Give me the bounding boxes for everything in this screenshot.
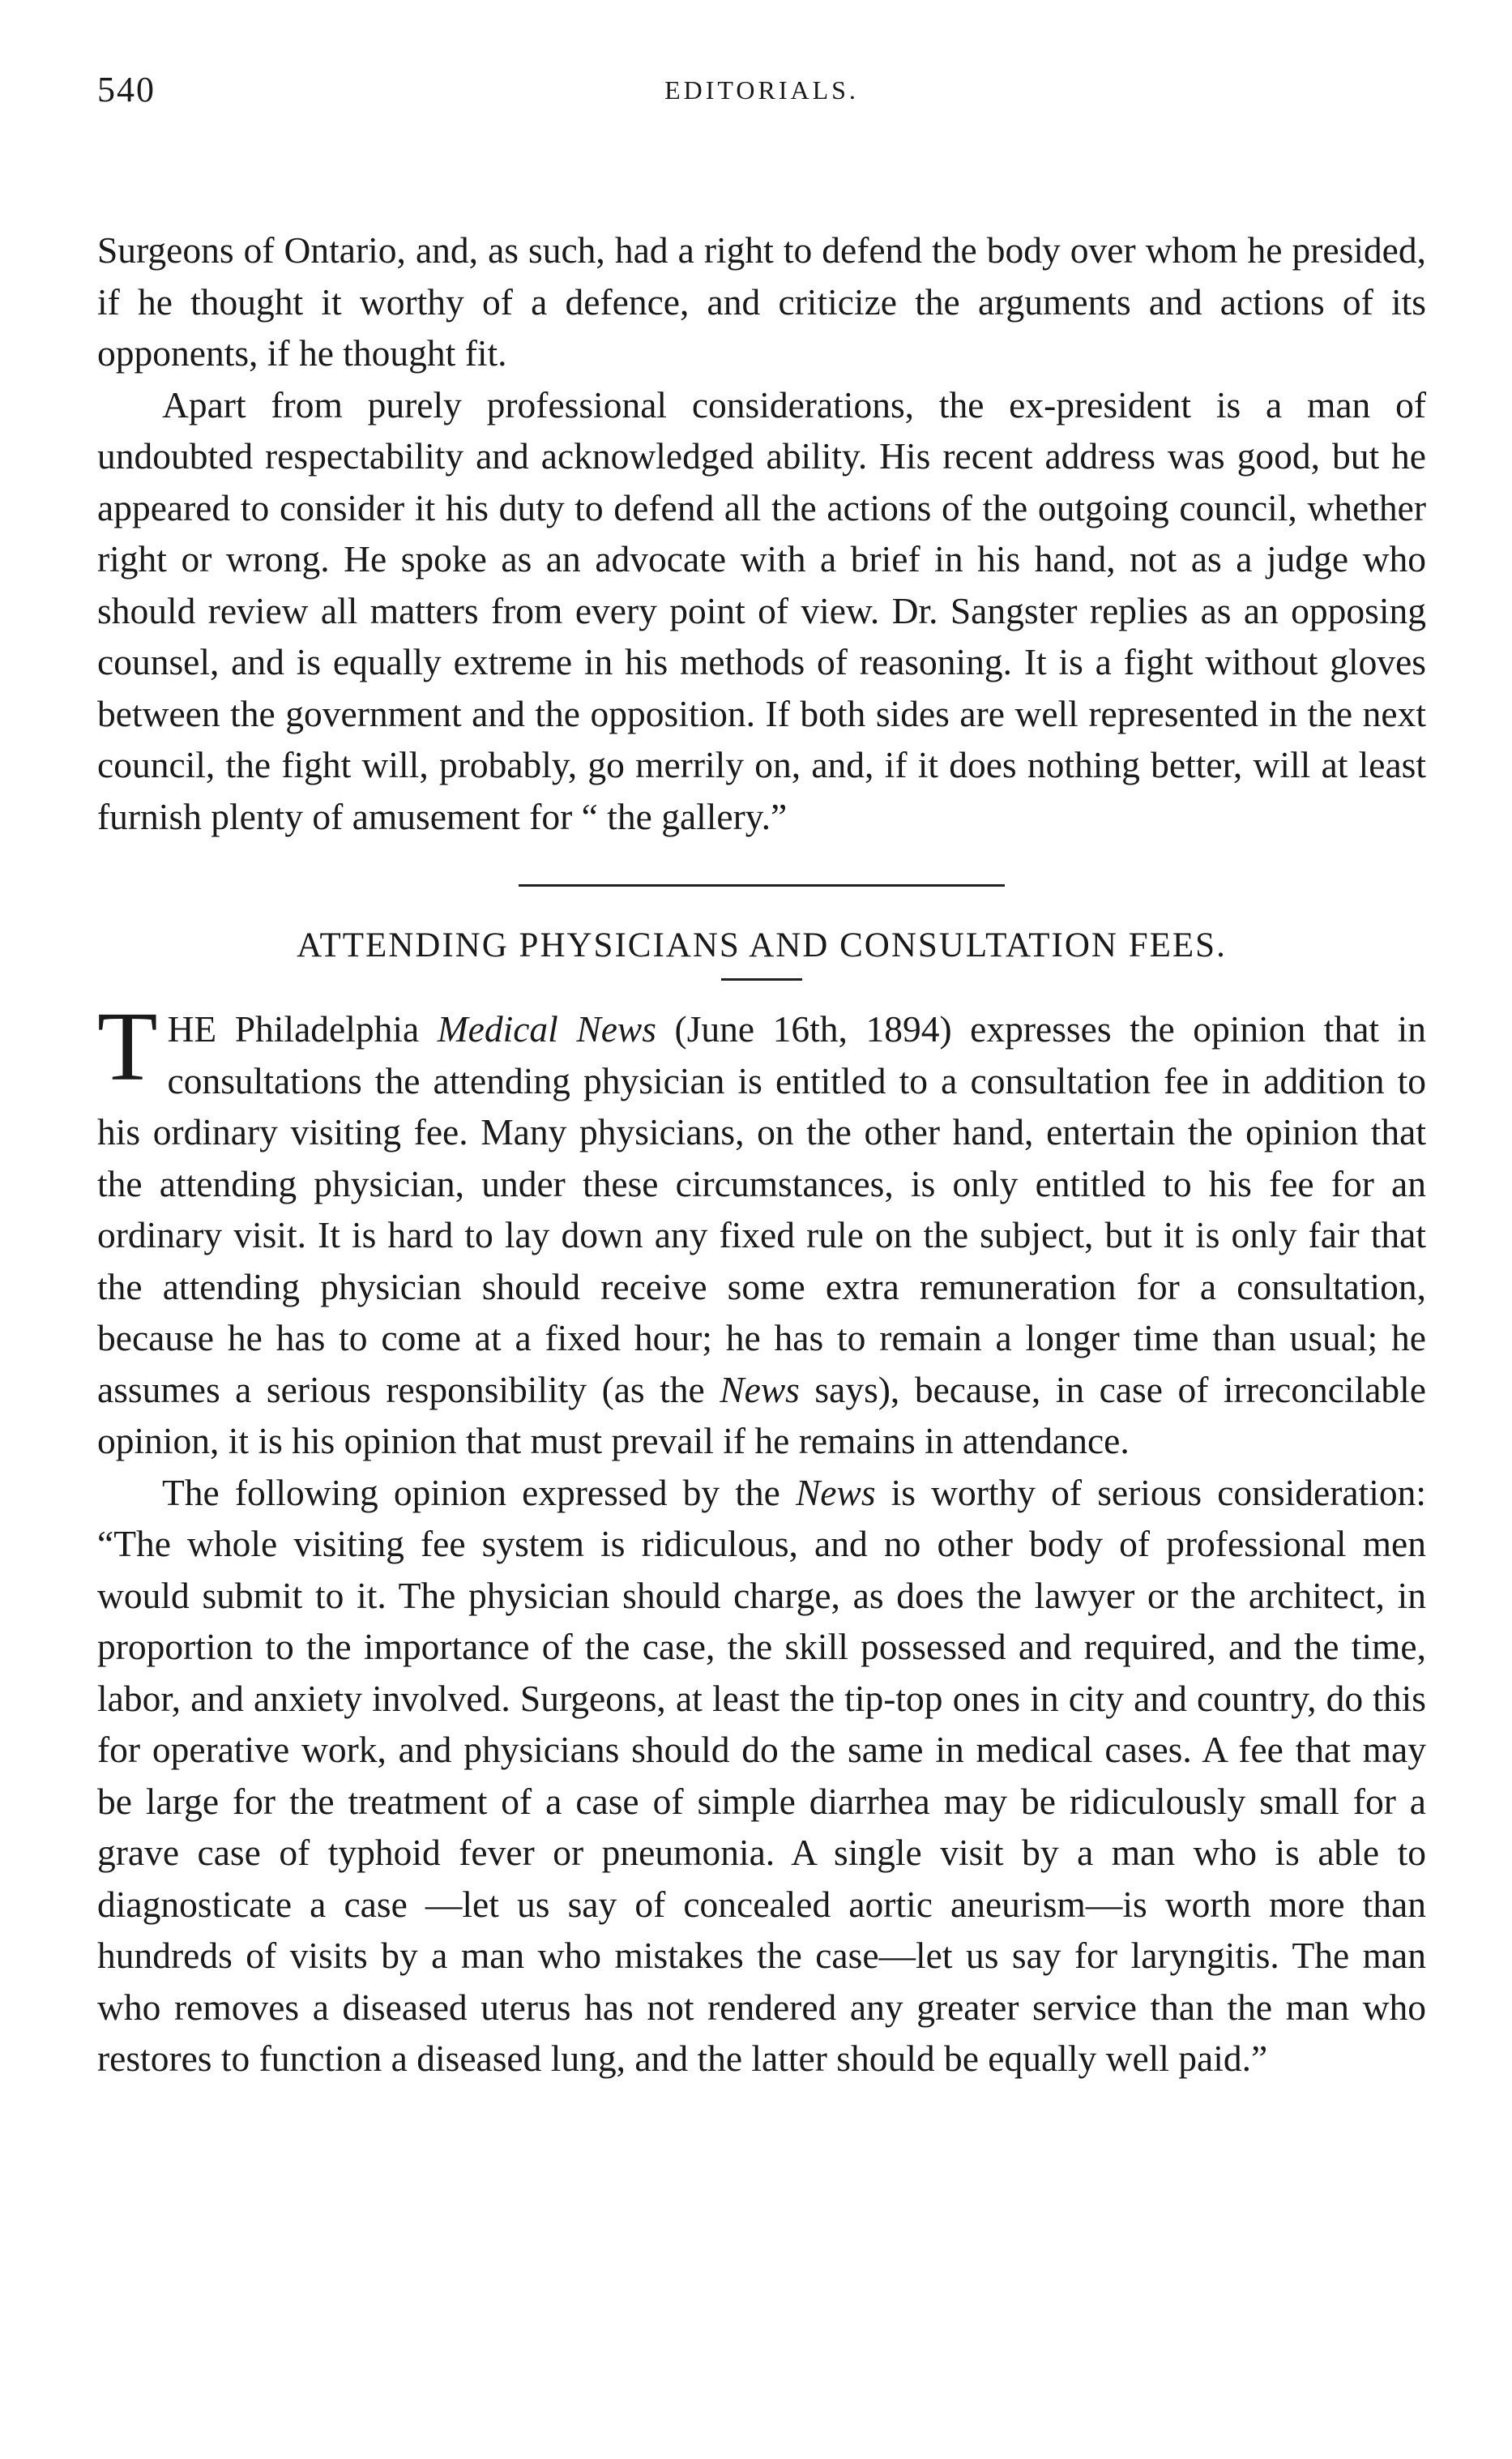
article-paragraph-1-part-c: says), because, in case of irreconcilable opinion, it is his opinion that must prevail if he remains in attendance. [97, 1368, 1426, 1461]
journal-title: Medical News [437, 1008, 656, 1050]
section-divider [519, 884, 1005, 887]
article-paragraph-1 [97, 992, 1426, 1467]
article-paragraph-2-quote: is worthy of serious consideration: “The whole visiting fee system is ridiculous, and no other body of professional men would submit to it. The physician should charge, as does the lawyer or the architect, in proportion to the importance of the case, the skill possessed and required, and the time, labor, and anxiety involved. Surgeons, at least the tip-top ones in city and country, do this for operative work, and physicians should do the same in medical cases. A fee that may be large for the treatment of a case of simple diarrhea may be ridiculously small for a grave case of typhoid fever or pneumonia. A single visit by a man who is able to diagnosticate a case —let us say of concealed aortic aneurism—is worth more than hundreds of visits by a man who mistakes the case—let us say for laryngitis. The man who removes a diseased uterus has not rendered any greater service than the man who restores to function a diseased lung, and the latter should be equally well paid.” [97, 1471, 1426, 2079]
book-page [97, 69, 1426, 2085]
article-heading: ATTENDING PHYSICIANS AND CONSULTATION FEES. [297, 926, 1227, 964]
heading-underline [721, 978, 802, 981]
journal-short-title-2: News [795, 1471, 876, 1513]
article-paragraph-2 [97, 1467, 1426, 2085]
continued-paragraph: Surgeons of Ontario, and, as such, had a right to defend the body over whom he presided, if he thought it worthy of a defence, and criticize the arguments and actions of its opponents, if he thought fit. [97, 229, 1426, 374]
article-body [97, 992, 1426, 2085]
journal-short-title: News [720, 1368, 800, 1410]
drop-cap: T [97, 992, 158, 1101]
running-head [97, 69, 1426, 118]
article-paragraph-2-part-a: The following opinion expressed by the [162, 1471, 796, 1513]
article-paragraph-1-part-a: HE Philadelphia [167, 1008, 438, 1050]
page-number: 540 [97, 70, 156, 109]
section-title: EDITORIALS. [664, 75, 859, 105]
article-paragraph-1-part-b: (June 16th, 1894) expresses the opinion that in consultations the attending physician is entitled to a consultation fee in addition to his ordinary visiting fee. Many physicians, on the other hand, entertain the opinion that the attending physician, under these circumstances, is only entitled to his fee for an ordinary visit. It is hard to lay down any fixed rule on the subject, but it is only fair that the attending physician should receive some extra remuneration for a consultation, because he has to come at a fixed hour; he has to remain a longer time than usual; he assumes a serious responsibility (as the [97, 1008, 1426, 1410]
paragraph-ex-president: Apart from purely professional considerations, the ex-president is a man of undoubted respectability and acknowledged ability. His recent address was good, but he appeared to consider it his duty to defend all the actions of the outgoing council, whether right or wrong. He spoke as an advocate with a brief in his hand, not as a judge who should review all matters from every point of view. Dr. Sangster replies as an opposing counsel, and is equally extreme in his methods of reasoning. It is a fight without gloves between the government and the opposition. If both sides are well represented in the next council, the fight will, probably, go merrily on, and, if it does nothing better, will at least furnish plenty of amusement for “ the gallery.” [97, 383, 1426, 837]
